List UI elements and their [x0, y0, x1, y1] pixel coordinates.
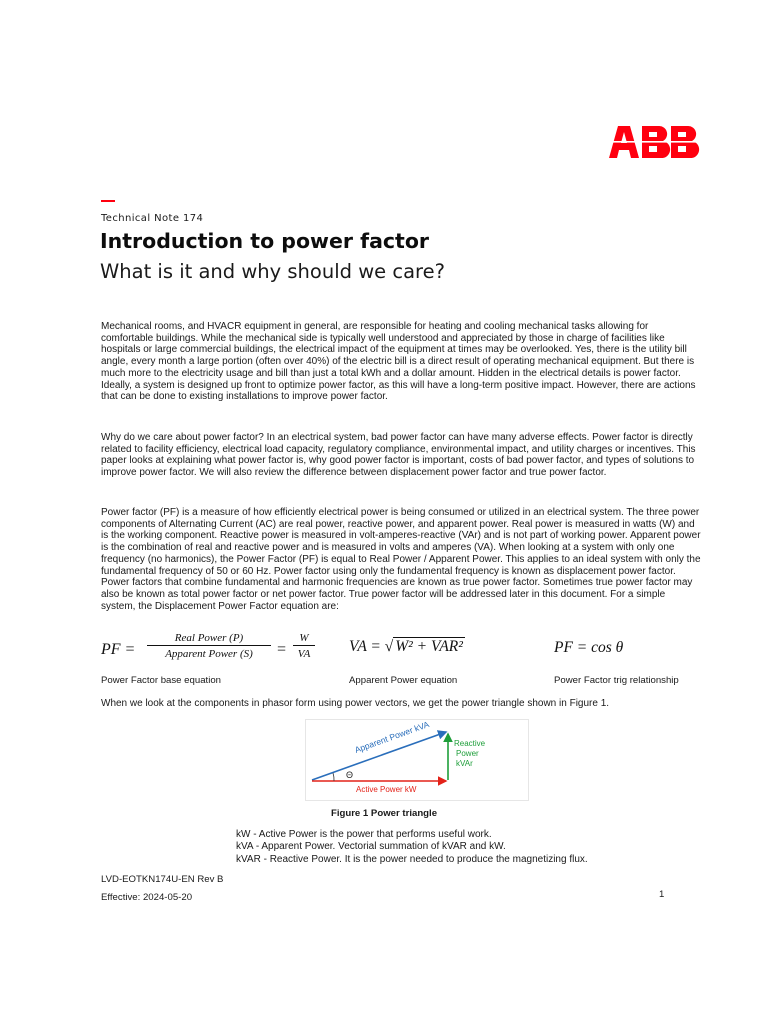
denominator-apparent-power: Apparent Power (S) [147, 645, 271, 660]
paragraph-definition: Power factor (PF) is a measure of how efficiently electrical power is being consumed or utilized in an electrical system. The three power components of Alternating Current (AC) are real power, reactive power, and apparent power. Real power is measured in watts (W) and is the working component. Reactive power is measured in volt-amperes-reactive (VAr) and is not part of working power. Apparent power is the combination of real and reactive power and is measured in volts and amperes (VA). When looking at a system with only one frequency (no harmonics), the Power Factor (PF) is equal to Real Power / Apparent Power. This applies to an ideal system with only the fundamental frequency of 50 or 60 Hz. Power factor using only the fundamental frequency is known as displacement power factor. Power factors that combine fundamental and harmonic frequencies are known as true power factor. Sometimes true power factor may also be known as total power factor or net power factor. True power factor will be addressed later in this document. For a simple system, the Displacement Power Factor equation are: [101, 507, 701, 612]
caption-apparent-power: Apparent Power equation [349, 675, 458, 686]
real-over-apparent-fraction [147, 632, 271, 660]
page-subtitle: What is it and why should we care? [100, 260, 445, 283]
w-over-va-fraction [293, 632, 315, 660]
definition-kva: kVA - Apparent Power. Vectorial summation of kVAR and kW. [236, 841, 506, 853]
pf-trig-equation: PF = cos θ [554, 639, 624, 656]
caption-trig: Power Factor trig relationship [554, 675, 679, 686]
figure-intro-text: When we look at the components in phasor form using power vectors, we get the power triangle shown in Figure 1. [101, 698, 610, 709]
pf-base-equation [101, 632, 331, 666]
apparent-power-equation [349, 638, 465, 656]
theta-label: Θ [346, 770, 354, 780]
apparent-power-label: Apparent Power kVA [353, 720, 431, 755]
equals-sign: = [276, 641, 287, 658]
figure-caption: Figure 1 Power triangle [330, 808, 438, 819]
va-lhs: VA = [349, 638, 385, 655]
reactive-label-line2: Power [456, 749, 479, 758]
footer [101, 871, 223, 906]
definitions-list [236, 829, 588, 866]
document-id: LVD-EOTKN174U-EN Rev B [101, 874, 224, 885]
effective-date: Effective: 2024-05-20 [101, 891, 193, 903]
denominator-va: VA [293, 645, 315, 660]
paragraph-intro: Mechanical rooms, and HVACR equipment in general, are responsible for heating and cooling mechanical tasks allowing for comfortable buildings. While the mechanical side is typically well understood and appreciated by those in charge of facilities like hospitals or large commercial buildings, the electrical impact of the equipment at times may be overlooked. Yes, there is the utility bill angle, every month a large portion (often over 40%) of the electric bill is a direct result of operating mechanical equipment. But there is much more to the electricity usage and bill than just a total kWh and a dollar amount. Hidden in the electrical details is power factor. Ideally, a system is designed up front to optimize power factor, as this will have a long-term positive impact. However, there are actions that can be done to existing installations to improve power factor. [101, 321, 696, 403]
numerator-w: W [299, 632, 309, 644]
power-triangle-figure [305, 719, 529, 801]
sqrt-radicand: W² + VAR² [395, 638, 463, 655]
pf-lhs: PF = [101, 641, 136, 658]
numerator-real-power: Real Power (P) [174, 632, 244, 644]
sqrt-symbol: √ [384, 638, 394, 655]
accent-dash [101, 200, 115, 202]
technical-note-number: Technical Note 174 [101, 213, 204, 224]
abb-logo [609, 126, 702, 158]
page-title: Introduction to power factor [100, 229, 430, 253]
active-power-label: Active Power kW [356, 785, 417, 794]
paragraph-why-care: Why do we care about power factor? In an electrical system, bad power factor can have many adverse effects. Power factor is directly related to facility efficiency, electrical load capacity, regulatory compliance, environmental impact, and utility charges or incentives. This paper looks at explaining what power factor is, why good power factor is important, costs of bad power factor, and types of solutions to improve power factor. We will also review the difference between displacement power factor and true power factor. [101, 432, 696, 479]
definition-kw: kW - Active Power is the power that performs useful work. [236, 829, 492, 840]
reactive-label-line3: kVAr [456, 759, 473, 768]
reactive-label-line1: Reactive [454, 739, 486, 748]
page-number: 1 [659, 889, 665, 900]
definition-kvar: kVAR - Reactive Power. It is the power needed to produce the magnetizing flux. [236, 853, 588, 865]
angle-arc [333, 773, 334, 781]
caption-pf-base: Power Factor base equation [101, 675, 221, 686]
